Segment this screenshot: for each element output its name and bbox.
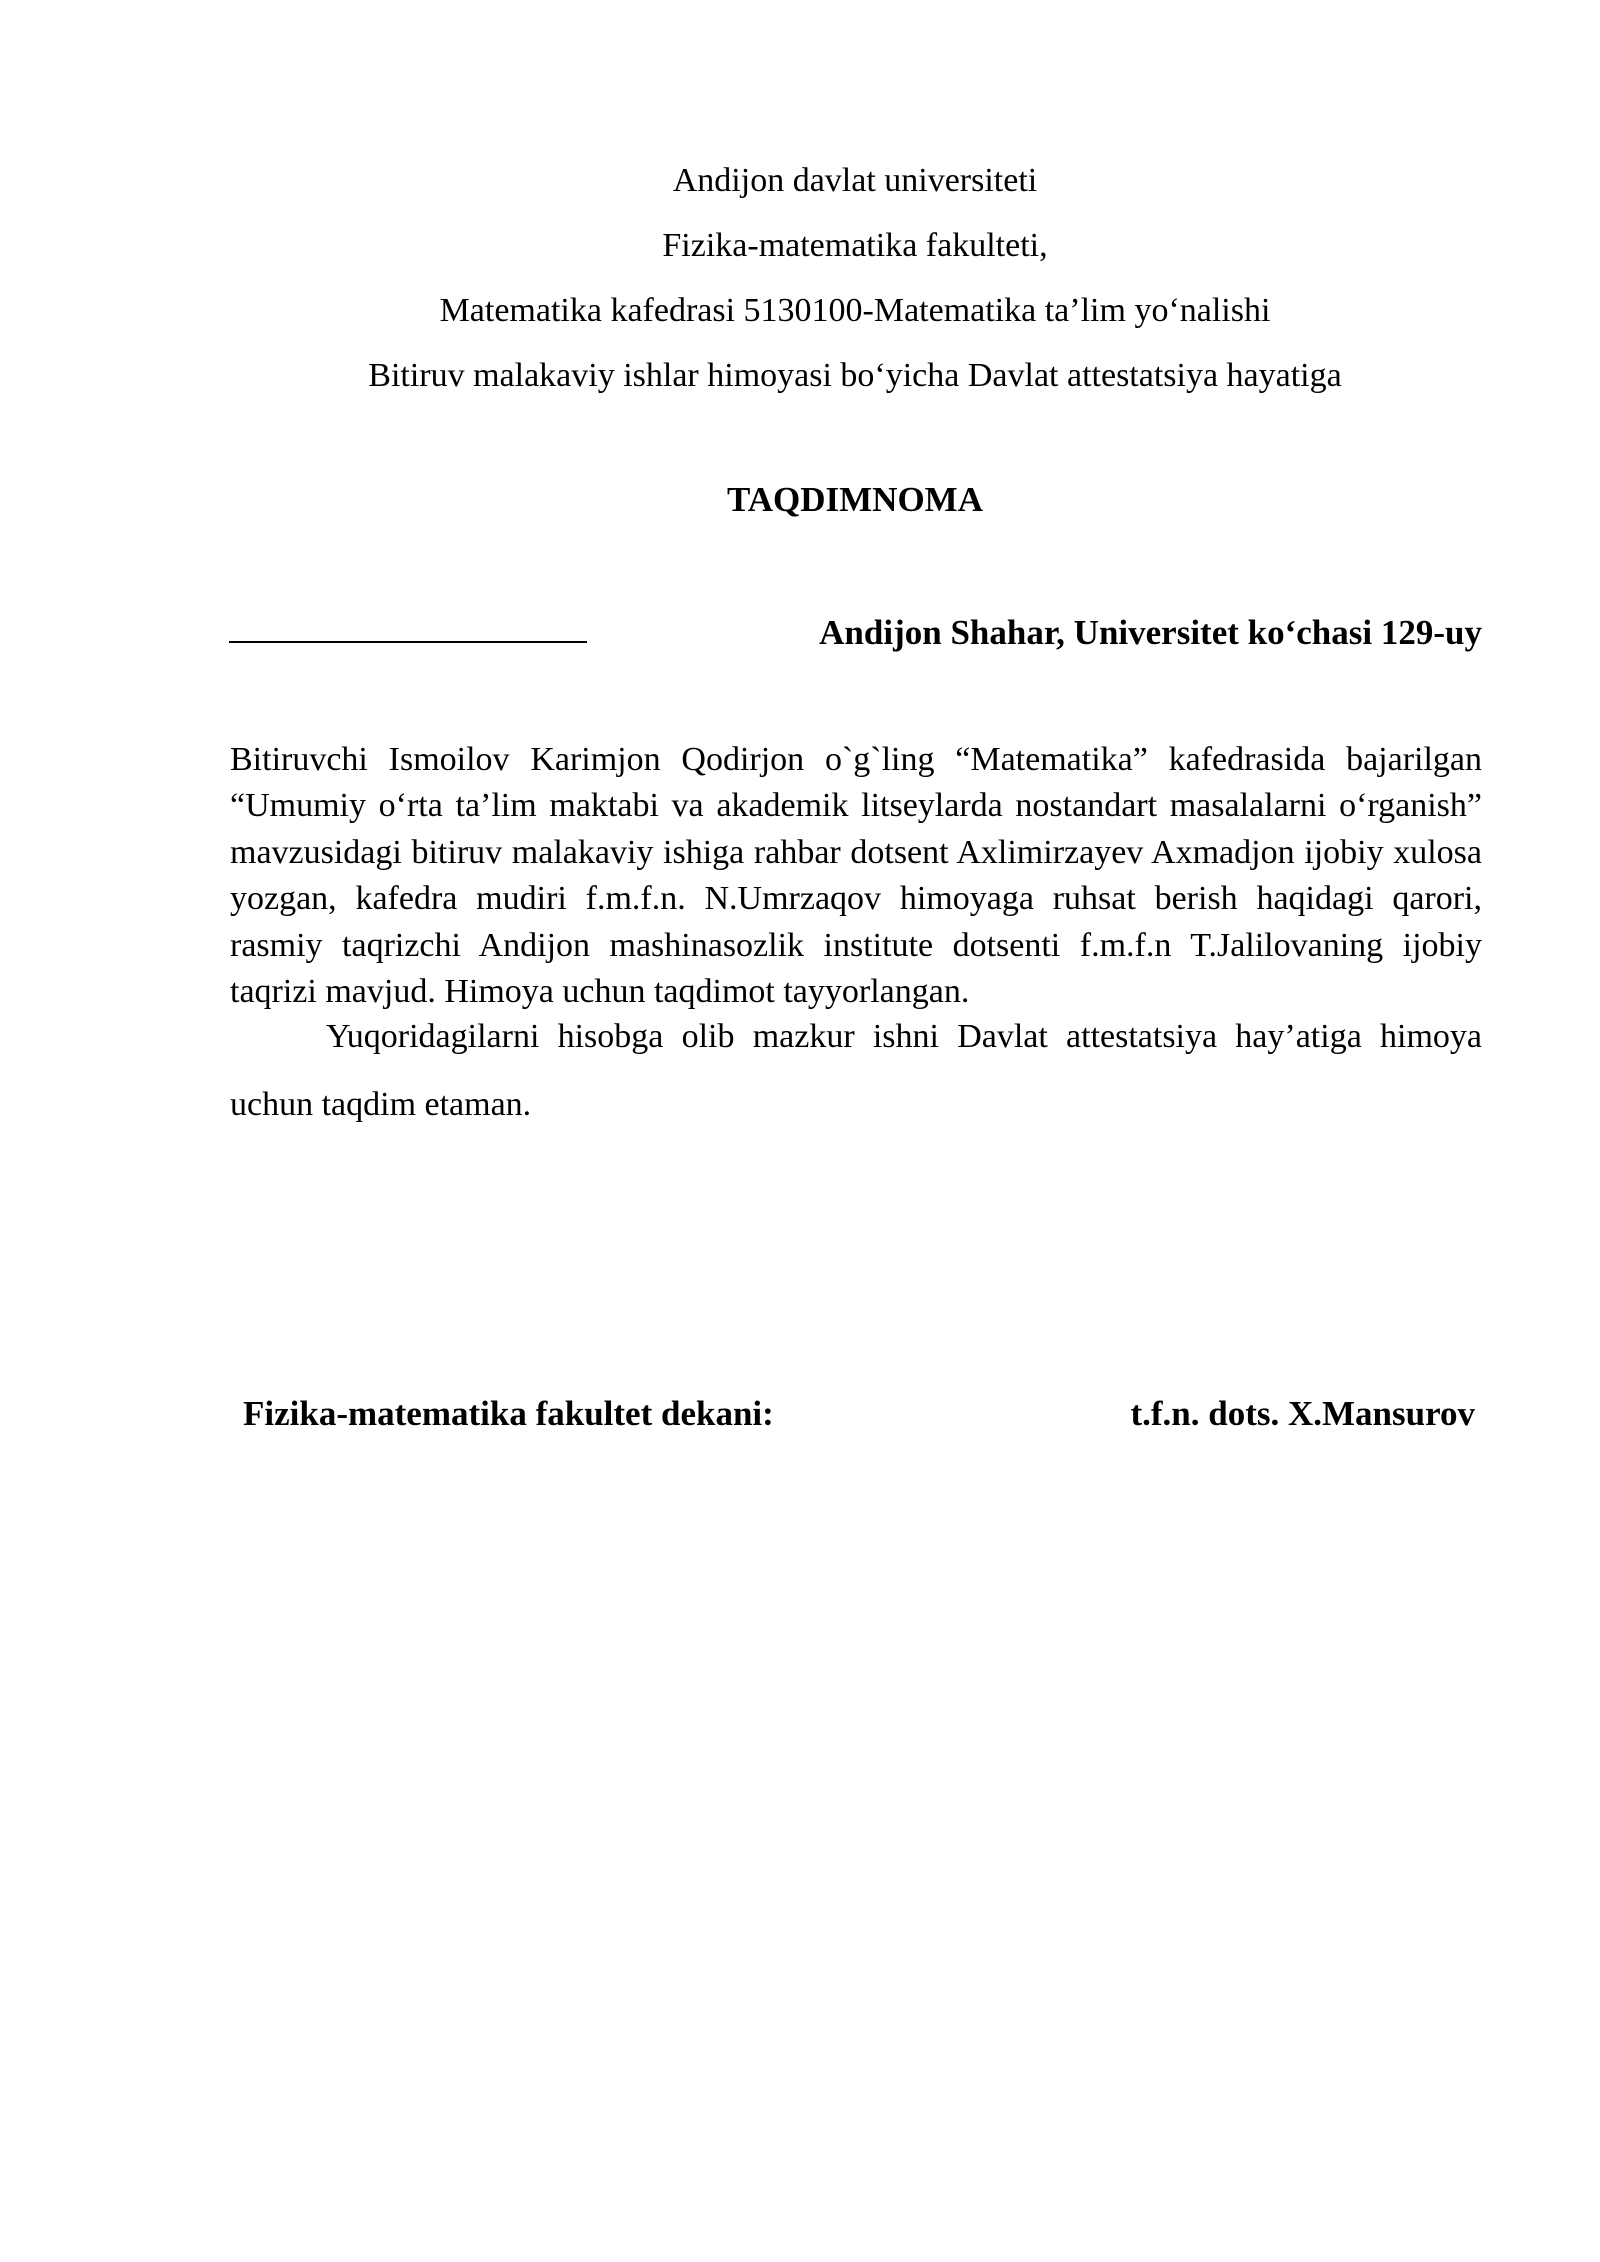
department-name: Matematika kafedrasi 5130100-Matematika ta’lim yo‘nalishi [439,292,1271,329]
document-title: TAQDIMNOMA [727,480,983,519]
body-paragraph-2: Yuqoridagilarni hisobga olib mazkur ishni Davlat attestatsiya hay’atiga himoya uchun taqdim etaman. [230,1018,1482,1124]
body-paragraph-1: Bitiruvchi Ismoilov Karimjon Qodirjon o`g`ling “Matematika” kafedrasida bajarilgan “Umumiy o‘rta ta’lim maktabi va akademik litseylarda nostandart masalalarni o‘rganish” mavzusidagi bitiruv malakaviy ishiga rahbar dotsent Axlimirzayev Axmadjon ijobiy xulosa yozgan, kafedra mudiri f.m.f.n. N.Umrzaqov himoyaga ruhsat berish haqidagi qarori, rasmiy taqrizchi Andijon mashinasozlik institute dotsenti f.m.f.n T.Jalilovaning ijobiy taqrizi mavjud. Himoya uchun taqdimot tayyorlangan. [230,741,1482,1011]
faculty-name: Fizika-matematika fakulteti, [662,227,1048,264]
addressee-line: Bitiruv malakaviy ishlar himoyasi bo‘yicha Davlat attestatsiya hayatiga [368,357,1342,394]
document-header [230,148,1480,408]
signature-name: t.f.n. dots. X.Mansurov [1130,1394,1475,1433]
document-body [230,737,1482,1139]
university-name: Andijon davlat universiteti [672,162,1038,199]
date-blank-line [229,641,587,643]
address-line: Andijon Shahar, Universitet ko‘chasi 129-uy [819,613,1482,652]
signature-position: Fizika-matematika fakultet dekani: [243,1394,774,1433]
